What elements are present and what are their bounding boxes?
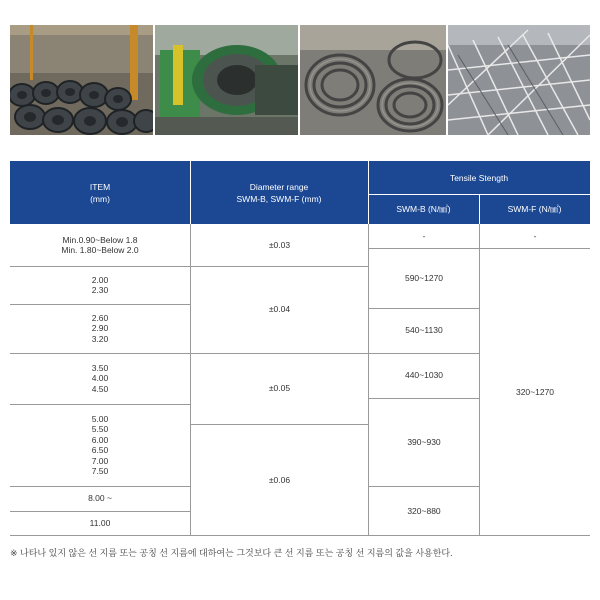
wire-coils-warehouse-photo: [10, 25, 153, 135]
diameter-005: ±0.05: [191, 353, 368, 424]
item-row-5: 5.00 5.50 6.00 6.50 7.00 7.50: [10, 404, 190, 486]
swm-f-row-1: -: [480, 224, 590, 248]
diameter-006: ±0.06: [191, 424, 368, 536]
spec-table: [10, 161, 590, 536]
swm-b-row-4: 440~1030: [369, 353, 479, 398]
wire-mesh-structure-photo: [448, 25, 590, 135]
swm-b-row-6: 320~880: [369, 486, 479, 536]
item-row-1: Min.0.90~Below 1.8 Min. 1.80~Below 2.0: [10, 224, 190, 266]
photo-strip: [10, 25, 590, 135]
header-diameter-range: Diameter range SWM-B, SWM-F (mm): [190, 161, 368, 224]
footnote: ※ 나타나 있지 않은 선 지름 또는 공칭 선 지름에 대하여는 그것보다 큰 선 지름 또는 공칭 선 지름의 값을 사용한다.: [10, 548, 453, 558]
item-row-6: 8.00 ~: [10, 486, 190, 511]
diameter-003: ±0.03: [191, 224, 368, 266]
wire-drawing-machine-photo: [155, 25, 298, 135]
wire-coil-closeup-photo: [300, 25, 446, 135]
item-row-7: 11.00: [10, 511, 190, 536]
item-row-2: 2.00 2.30: [10, 266, 190, 304]
header-swm-f: SWM-F (N/㎟): [479, 194, 590, 224]
header-swm-b: SWM-B (N/㎟): [368, 194, 479, 224]
header-tensile-strength: Tensile Stength: [368, 161, 590, 194]
header-item: ITEM (mm): [10, 161, 190, 224]
item-row-4: 3.50 4.00 4.50: [10, 353, 190, 404]
swm-f-row-2: 320~1270: [480, 248, 590, 536]
swm-b-row-2: 590~1270: [369, 248, 479, 308]
swm-b-row-3: 540~1130: [369, 308, 479, 353]
swm-b-row-1: -: [369, 224, 479, 248]
diameter-004: ±0.04: [191, 266, 368, 353]
item-row-3: 2.60 2.90 3.20: [10, 304, 190, 353]
swm-b-row-5: 390~930: [369, 398, 479, 486]
